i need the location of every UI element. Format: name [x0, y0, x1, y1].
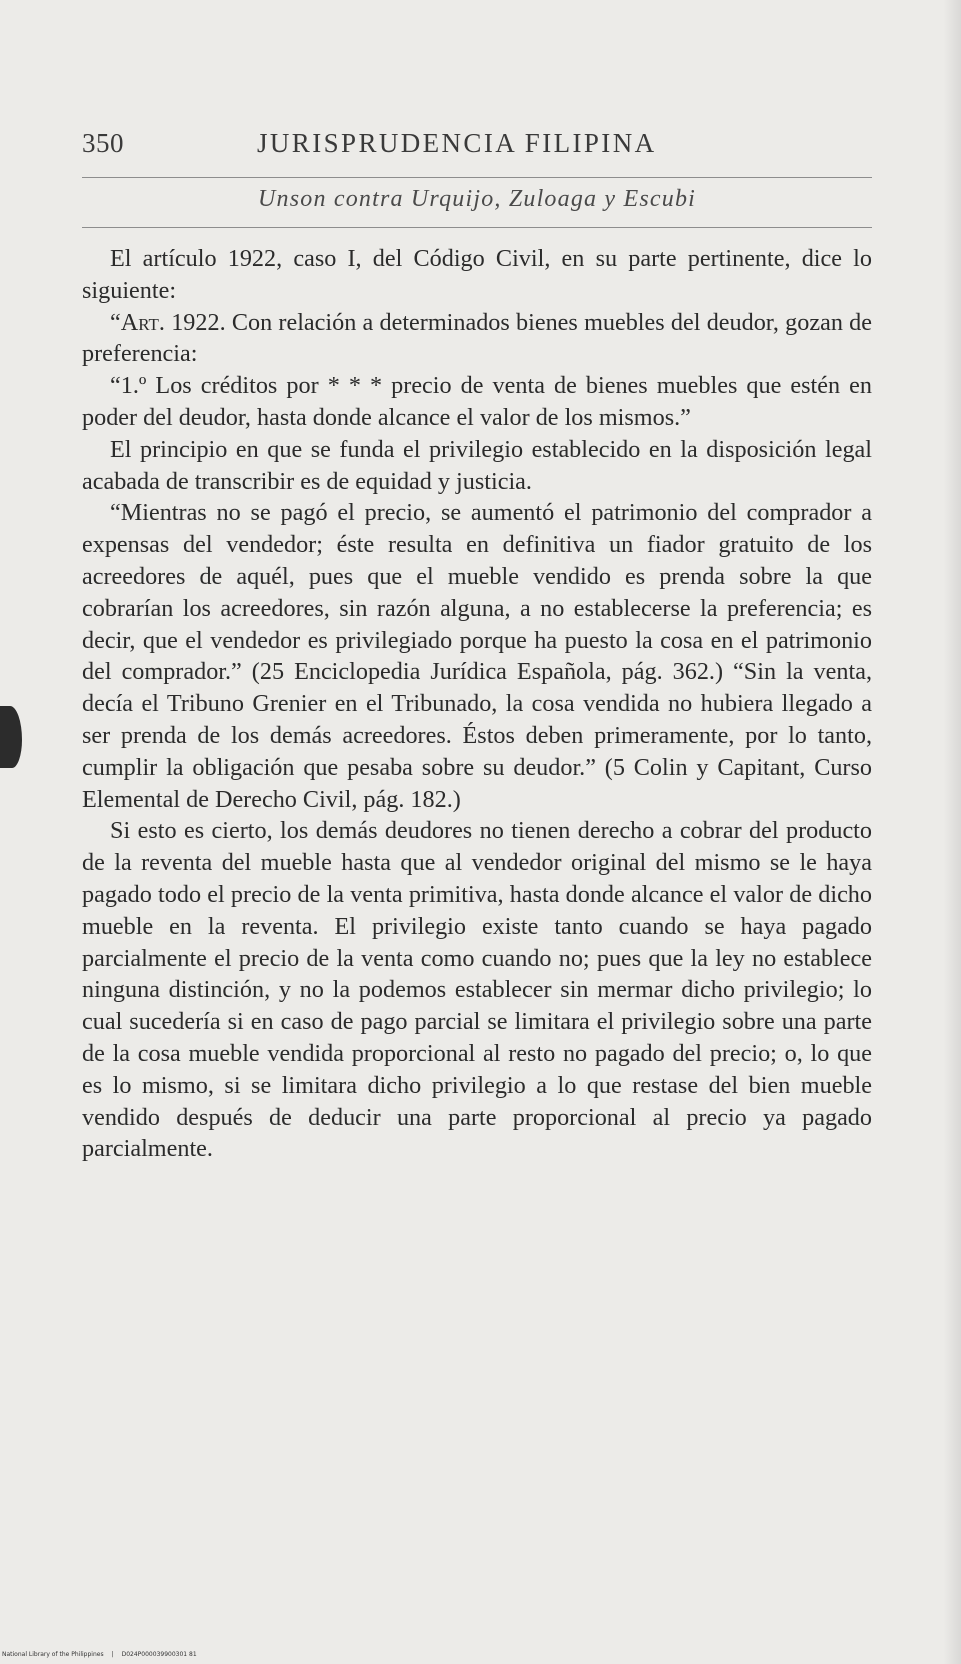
- item-id: D024P000039900301 81: [121, 1651, 197, 1658]
- paragraph-2: [82, 307, 872, 371]
- scan-binding-mark: [0, 706, 22, 768]
- footer-separator: |: [111, 1651, 114, 1658]
- article-label: “Art.: [110, 308, 165, 336]
- library-name: National Library of the Philippines: [2, 1651, 104, 1658]
- page-header: [82, 128, 872, 168]
- body-text: [82, 243, 872, 1165]
- page-edge-shadow: [943, 0, 961, 1664]
- paragraph-5: “Mientras no se pagó el precio, se aumentó el patrimonio del comprador a expensas del vendedor; éste resulta en definitiva un fiador gratuito de los acreedores de aquél, pues que el mueble vendido es prenda sobre la que cobrarían los acreedores, sin razón alguna, a no establecerse la preferencia; es decir, que el vendedor es privilegiado porque ha puesto la cosa en el patrimonio del comprador.” (25 Enciclopedia Jurídica Española, pág. 362.) “Sin la venta, decía el Tribuno Grenier en el Tribunado, la cosa vendida no hubiera llegado a ser prenda de los demás acreedores. Éstos deben primeramente, por lo tanto, cumplir la obligación que pesaba sobre su deudor.” (5 Colin y Capitant, Curso Elemental de Derecho Civil, pág. 182.): [82, 499, 872, 813]
- paragraph-6: Si esto es cierto, los demás deudores no tienen derecho a cobrar del producto de la reventa del mueble hasta que al vendedor original del mismo se le haya pagado todo el precio de la venta primitiva, hasta donde alcance el valor de dicho mueble en la reventa. El privilegio existe tanto cuando se haya pagado parcialmente el precio de la venta como cuando no; pues que la ley no establece ninguna distinción, y no la podemos establecer sin mermar dicho privilegio; lo cual sucedería si en caso de pago parcial se limitara el privilegio sobre una parte de la cosa mueble vendida proporcional al resto no pagado del precio; o, lo que es lo mismo, si se limitara dicho privilegio a lo que restase del bien mueble vendido después de deducir una parte proporcional al precio ya pagado parcialmente.: [82, 817, 872, 1163]
- header-rule-top: [82, 177, 872, 178]
- paragraph-3: “1.º Los créditos por * * * precio de venta de bienes muebles que estén en poder del deudor, hasta donde alcance el valor de los mismos.”: [82, 372, 872, 431]
- paragraph-4: El principio en que se funda el privilegio establecido en la disposición legal acabada de transcribir es de equidad y justicia.: [82, 435, 872, 495]
- case-title: Unson contra Urquijo, Zuloaga y Escubi: [257, 186, 697, 212]
- page-number: 350: [82, 128, 124, 158]
- header-rule-bottom: [82, 227, 872, 228]
- article-text: 1922. Con relación a determinados bienes muebles del deudor, gozan de preferencia:: [82, 308, 872, 368]
- scan-footer: [2, 1651, 197, 1658]
- paragraph-1: El artículo 1922, caso I, del Código Civil, en su parte pertinente, dice lo siguiente:: [82, 245, 872, 304]
- running-title: JURISPRUDENCIA FILIPINA: [257, 128, 657, 158]
